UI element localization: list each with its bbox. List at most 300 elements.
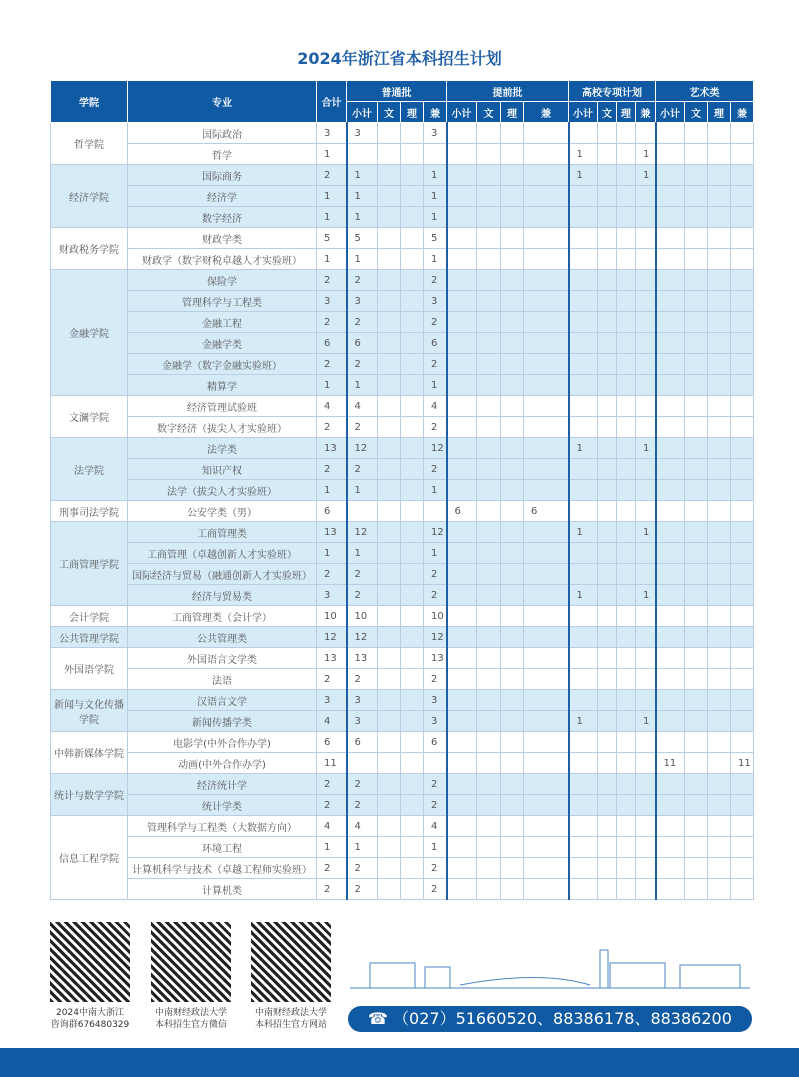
value-cell: 1: [569, 438, 598, 459]
value-cell: [617, 375, 636, 396]
college-cell: 信息工程学院: [51, 816, 128, 900]
major-cell: 计算机科学与技术（卓越工程师实验班）: [128, 858, 317, 879]
value-cell: [656, 186, 685, 207]
value-cell: 1: [347, 165, 378, 186]
value-cell: [617, 354, 636, 375]
value-cell: 6: [424, 333, 447, 354]
value-cell: [378, 459, 401, 480]
value-cell: [501, 186, 524, 207]
value-cell: 1: [347, 186, 378, 207]
value-cell: [524, 627, 569, 648]
value-cell: [477, 144, 501, 165]
value-cell: [731, 459, 754, 480]
value-cell: [501, 354, 524, 375]
value-cell: 1: [424, 165, 447, 186]
value-cell: [501, 732, 524, 753]
value-cell: [685, 291, 708, 312]
value-cell: [656, 585, 685, 606]
value-cell: [708, 543, 731, 564]
value-cell: [447, 837, 477, 858]
value-cell: [524, 207, 569, 228]
value-cell: [401, 354, 424, 375]
value-cell: [708, 144, 731, 165]
value-cell: [501, 396, 524, 417]
value-cell: [401, 144, 424, 165]
value-cell: [378, 522, 401, 543]
value-cell: [731, 648, 754, 669]
value-cell: 3: [347, 291, 378, 312]
value-cell: [477, 522, 501, 543]
value-cell: 1: [317, 144, 347, 165]
value-cell: [378, 858, 401, 879]
college-cell: 外国语学院: [51, 648, 128, 690]
value-cell: [401, 333, 424, 354]
college-cell: 中韩新媒体学院: [51, 732, 128, 774]
value-cell: [636, 501, 656, 522]
value-cell: [569, 291, 598, 312]
value-cell: [378, 606, 401, 627]
value-cell: 2: [424, 585, 447, 606]
value-cell: [477, 795, 501, 816]
value-cell: 6: [347, 732, 378, 753]
value-cell: 12: [347, 522, 378, 543]
value-cell: [401, 375, 424, 396]
value-cell: 1: [424, 375, 447, 396]
value-cell: [524, 228, 569, 249]
value-cell: [477, 459, 501, 480]
value-cell: [447, 522, 477, 543]
value-cell: [708, 585, 731, 606]
major-cell: 经济统计学: [128, 774, 317, 795]
value-cell: [731, 606, 754, 627]
value-cell: [598, 774, 617, 795]
value-cell: [731, 627, 754, 648]
value-cell: [731, 774, 754, 795]
header-sub: 兼: [636, 102, 656, 123]
qr-caption: 2024中南大浙江 咨询群676480329: [50, 1008, 130, 1030]
value-cell: 2: [424, 312, 447, 333]
value-cell: [477, 417, 501, 438]
value-cell: [598, 438, 617, 459]
major-cell: 工商管理（卓越创新人才实验班）: [128, 543, 317, 564]
value-cell: [477, 711, 501, 732]
value-cell: [656, 396, 685, 417]
value-cell: [598, 879, 617, 900]
value-cell: 1: [424, 837, 447, 858]
value-cell: [401, 648, 424, 669]
value-cell: [617, 249, 636, 270]
college-cell: 会计学院: [51, 606, 128, 627]
value-cell: [501, 459, 524, 480]
college-cell: 金融学院: [51, 270, 128, 396]
value-cell: [731, 438, 754, 459]
major-cell: 电影学(中外合作办学): [128, 732, 317, 753]
value-cell: [636, 249, 656, 270]
value-cell: [731, 585, 754, 606]
header-sub: 文: [477, 102, 501, 123]
value-cell: [708, 417, 731, 438]
value-cell: [731, 354, 754, 375]
header-major: 专业: [128, 81, 317, 123]
value-cell: [401, 879, 424, 900]
major-cell: 金融学类: [128, 333, 317, 354]
header-sub: 文: [598, 102, 617, 123]
table-row: [51, 228, 754, 249]
value-cell: [501, 333, 524, 354]
major-cell: 管理科学与工程类（大数据方向）: [128, 816, 317, 837]
value-cell: [685, 438, 708, 459]
value-cell: [685, 774, 708, 795]
value-cell: [656, 480, 685, 501]
value-cell: [524, 375, 569, 396]
major-cell: 金融工程: [128, 312, 317, 333]
value-cell: 1: [569, 711, 598, 732]
value-cell: [569, 669, 598, 690]
value-cell: [617, 186, 636, 207]
value-cell: [617, 606, 636, 627]
value-cell: [378, 165, 401, 186]
value-cell: [447, 816, 477, 837]
value-cell: [598, 711, 617, 732]
value-cell: [656, 501, 685, 522]
value-cell: [598, 669, 617, 690]
value-cell: [447, 270, 477, 291]
value-cell: [685, 816, 708, 837]
value-cell: 2: [317, 795, 347, 816]
value-cell: [569, 858, 598, 879]
campus-skyline-illustration: [350, 945, 750, 990]
value-cell: [708, 186, 731, 207]
value-cell: [598, 270, 617, 291]
value-cell: [524, 669, 569, 690]
table-row: [51, 438, 754, 459]
value-cell: [524, 480, 569, 501]
value-cell: [569, 816, 598, 837]
value-cell: 2: [347, 354, 378, 375]
value-cell: [708, 291, 731, 312]
value-cell: [524, 417, 569, 438]
value-cell: [501, 165, 524, 186]
major-cell: 数字经济（拔尖人才实验班）: [128, 417, 317, 438]
value-cell: [617, 774, 636, 795]
value-cell: 1: [636, 165, 656, 186]
value-cell: 6: [347, 333, 378, 354]
value-cell: [708, 627, 731, 648]
value-cell: [656, 249, 685, 270]
value-cell: [378, 753, 401, 774]
value-cell: [569, 774, 598, 795]
value-cell: [524, 186, 569, 207]
value-cell: [501, 501, 524, 522]
value-cell: [708, 753, 731, 774]
value-cell: [656, 732, 685, 753]
value-cell: 2: [317, 354, 347, 375]
value-cell: [401, 438, 424, 459]
value-cell: [447, 648, 477, 669]
value-cell: [656, 774, 685, 795]
value-cell: [378, 837, 401, 858]
value-cell: [347, 144, 378, 165]
value-cell: [447, 858, 477, 879]
value-cell: [636, 837, 656, 858]
value-cell: [378, 291, 401, 312]
value-cell: 4: [317, 816, 347, 837]
value-cell: [401, 732, 424, 753]
value-cell: [708, 165, 731, 186]
value-cell: [708, 249, 731, 270]
value-cell: 2: [317, 669, 347, 690]
college-cell: 统计与数学学院: [51, 774, 128, 816]
value-cell: [617, 690, 636, 711]
value-cell: 1: [347, 375, 378, 396]
value-cell: [447, 354, 477, 375]
value-cell: [501, 879, 524, 900]
table-row: [51, 627, 754, 648]
college-cell: 刑事司法学院: [51, 501, 128, 522]
value-cell: [401, 165, 424, 186]
value-cell: [598, 858, 617, 879]
value-cell: [524, 270, 569, 291]
value-cell: 2: [424, 669, 447, 690]
value-cell: [477, 690, 501, 711]
header-sub: 兼: [524, 102, 569, 123]
value-cell: [656, 291, 685, 312]
header-group: 提前批: [447, 81, 569, 102]
value-cell: [524, 606, 569, 627]
header-group: 高校专项计划: [569, 81, 656, 102]
value-cell: [708, 207, 731, 228]
value-cell: [617, 396, 636, 417]
value-cell: [656, 375, 685, 396]
value-cell: [685, 690, 708, 711]
value-cell: [598, 228, 617, 249]
value-cell: [569, 123, 598, 144]
value-cell: [569, 879, 598, 900]
value-cell: [656, 459, 685, 480]
value-cell: [617, 144, 636, 165]
value-cell: [598, 123, 617, 144]
value-cell: [656, 333, 685, 354]
value-cell: 4: [347, 816, 378, 837]
value-cell: [401, 480, 424, 501]
value-cell: 6: [317, 501, 347, 522]
qr-code-wechat-group: [50, 922, 130, 1002]
value-cell: [617, 753, 636, 774]
table-row: [51, 396, 754, 417]
value-cell: 3: [424, 711, 447, 732]
value-cell: [708, 690, 731, 711]
table-row: [51, 816, 754, 837]
value-cell: [708, 858, 731, 879]
major-cell: 公安学类（男）: [128, 501, 317, 522]
value-cell: [598, 837, 617, 858]
value-cell: [401, 543, 424, 564]
value-cell: [685, 459, 708, 480]
qr-code-website: [251, 922, 331, 1002]
value-cell: [685, 480, 708, 501]
value-cell: [524, 879, 569, 900]
value-cell: 1: [636, 585, 656, 606]
value-cell: [378, 585, 401, 606]
value-cell: [617, 333, 636, 354]
value-cell: [378, 354, 401, 375]
header-sub: 小计: [447, 102, 477, 123]
value-cell: [685, 354, 708, 375]
value-cell: [708, 669, 731, 690]
value-cell: [477, 543, 501, 564]
value-cell: [636, 207, 656, 228]
value-cell: [524, 858, 569, 879]
value-cell: [524, 165, 569, 186]
value-cell: 1: [569, 522, 598, 543]
value-cell: [598, 186, 617, 207]
value-cell: [447, 732, 477, 753]
value-cell: [636, 648, 656, 669]
value-cell: [598, 144, 617, 165]
value-cell: [524, 753, 569, 774]
value-cell: [477, 669, 501, 690]
phone-numbers: （027）51660520、88386178、88386200: [393, 1009, 732, 1028]
header-total: 合计: [317, 81, 347, 123]
value-cell: [501, 291, 524, 312]
value-cell: [524, 585, 569, 606]
value-cell: 1: [347, 249, 378, 270]
value-cell: [685, 144, 708, 165]
value-cell: [447, 144, 477, 165]
value-cell: 2: [424, 879, 447, 900]
value-cell: [378, 501, 401, 522]
value-cell: [378, 627, 401, 648]
value-cell: [447, 627, 477, 648]
value-cell: [501, 249, 524, 270]
value-cell: [477, 879, 501, 900]
value-cell: [569, 459, 598, 480]
value-cell: 3: [424, 123, 447, 144]
value-cell: [477, 732, 501, 753]
value-cell: [656, 711, 685, 732]
value-cell: [708, 879, 731, 900]
value-cell: 5: [347, 228, 378, 249]
value-cell: 1: [317, 207, 347, 228]
table-row: [51, 417, 754, 438]
major-cell: 管理科学与工程类: [128, 291, 317, 312]
value-cell: [617, 837, 636, 858]
value-cell: [617, 312, 636, 333]
value-cell: [501, 711, 524, 732]
value-cell: 13: [347, 648, 378, 669]
value-cell: [598, 753, 617, 774]
value-cell: [501, 858, 524, 879]
value-cell: 1: [347, 207, 378, 228]
value-cell: [347, 501, 378, 522]
major-cell: 统计学类: [128, 795, 317, 816]
major-cell: 国际商务: [128, 165, 317, 186]
value-cell: [524, 732, 569, 753]
college-cell: 法学院: [51, 438, 128, 501]
value-cell: [501, 627, 524, 648]
value-cell: [617, 480, 636, 501]
value-cell: [501, 123, 524, 144]
value-cell: [569, 501, 598, 522]
table-row: [51, 774, 754, 795]
value-cell: [617, 123, 636, 144]
value-cell: 2: [424, 459, 447, 480]
value-cell: 6: [317, 333, 347, 354]
value-cell: [708, 459, 731, 480]
value-cell: [477, 312, 501, 333]
value-cell: [685, 165, 708, 186]
value-cell: [731, 165, 754, 186]
value-cell: [617, 291, 636, 312]
value-cell: [708, 228, 731, 249]
value-cell: [617, 417, 636, 438]
value-cell: [731, 144, 754, 165]
value-cell: [656, 879, 685, 900]
value-cell: [731, 396, 754, 417]
value-cell: 2: [347, 564, 378, 585]
value-cell: [685, 669, 708, 690]
value-cell: [569, 270, 598, 291]
value-cell: [524, 396, 569, 417]
value-cell: [524, 816, 569, 837]
value-cell: [477, 480, 501, 501]
value-cell: [378, 774, 401, 795]
table-row: [51, 186, 754, 207]
table-row: [51, 543, 754, 564]
value-cell: [617, 543, 636, 564]
header-sub: 文: [378, 102, 401, 123]
major-cell: 财政学（数字财税卓越人才实验班）: [128, 249, 317, 270]
value-cell: [501, 795, 524, 816]
value-cell: [378, 375, 401, 396]
phone-icon: ☎: [368, 1009, 388, 1028]
college-cell: 财政税务学院: [51, 228, 128, 270]
value-cell: [598, 417, 617, 438]
qr-code-wechat-official: [151, 922, 231, 1002]
value-cell: [598, 480, 617, 501]
table-row: [51, 123, 754, 144]
major-cell: 保险学: [128, 270, 317, 291]
value-cell: [524, 144, 569, 165]
major-cell: 工商管理类（会计学）: [128, 606, 317, 627]
value-cell: [685, 585, 708, 606]
table-row: [51, 207, 754, 228]
value-cell: [731, 186, 754, 207]
value-cell: [685, 249, 708, 270]
value-cell: 1: [317, 249, 347, 270]
value-cell: [656, 207, 685, 228]
value-cell: 11: [656, 753, 685, 774]
value-cell: [656, 543, 685, 564]
value-cell: [636, 564, 656, 585]
value-cell: [731, 522, 754, 543]
value-cell: [636, 312, 656, 333]
value-cell: [378, 816, 401, 837]
value-cell: [656, 165, 685, 186]
table-row: [51, 753, 754, 774]
value-cell: [708, 396, 731, 417]
value-cell: 2: [317, 564, 347, 585]
value-cell: 4: [317, 396, 347, 417]
value-cell: [636, 417, 656, 438]
value-cell: [378, 123, 401, 144]
value-cell: 1: [569, 144, 598, 165]
value-cell: [708, 816, 731, 837]
value-cell: [685, 711, 708, 732]
major-cell: 经济学: [128, 186, 317, 207]
value-cell: [708, 501, 731, 522]
value-cell: [708, 123, 731, 144]
